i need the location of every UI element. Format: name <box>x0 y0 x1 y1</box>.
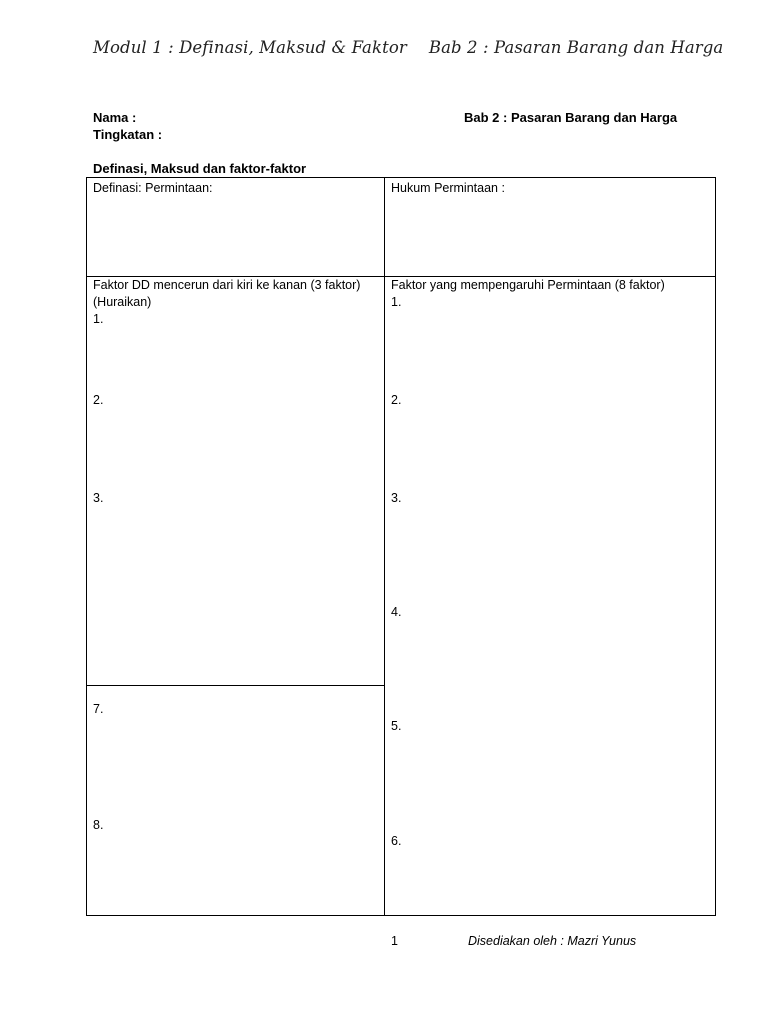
page-number: 1 <box>391 934 398 948</box>
chapter-label: Bab 2 : Pasaran Barang dan Harga <box>464 110 678 125</box>
left-item-1: 1. <box>93 312 104 326</box>
hukum-cell-label: Hukum Permintaan : <box>391 181 505 195</box>
left-factor-title: Faktor DD mencerun dari kiri ke kanan (3 faktor) <box>93 278 361 292</box>
worksheet-table <box>86 177 716 916</box>
right-item-5: 5. <box>391 719 402 733</box>
tingkatan-label: Tingkatan : <box>93 127 163 142</box>
lower-left-item-8: 8. <box>93 818 104 832</box>
running-header <box>93 38 733 57</box>
right-item-2: 2. <box>391 393 402 407</box>
right-item-1: 1. <box>391 295 402 309</box>
row-divider-left <box>87 685 384 686</box>
definasi-cell-label: Definasi: Permintaan: <box>93 181 213 195</box>
left-item-2: 2. <box>93 393 104 407</box>
right-item-3: 3. <box>391 491 402 505</box>
right-item-4: 4. <box>391 605 402 619</box>
nama-label: Nama : <box>93 110 137 125</box>
left-factor-subtitle: (Huraikan) <box>93 295 152 309</box>
right-factor-title: Faktor yang mempengaruhi Permintaan (8 faktor) <box>391 278 665 292</box>
header-left: Modul 1 : Definasi, Maksud & Faktor <box>93 38 407 57</box>
section-title: Definasi, Maksud dan faktor-faktor <box>93 161 307 176</box>
lower-left-item-7: 7. <box>93 702 104 716</box>
header-right: Bab 2 : Pasaran Barang dan Harga <box>428 38 724 57</box>
left-item-3: 3. <box>93 491 104 505</box>
column-divider <box>384 178 385 915</box>
right-item-6: 6. <box>391 834 402 848</box>
prepared-by: Disediakan oleh : Mazri Yunus <box>468 934 637 948</box>
